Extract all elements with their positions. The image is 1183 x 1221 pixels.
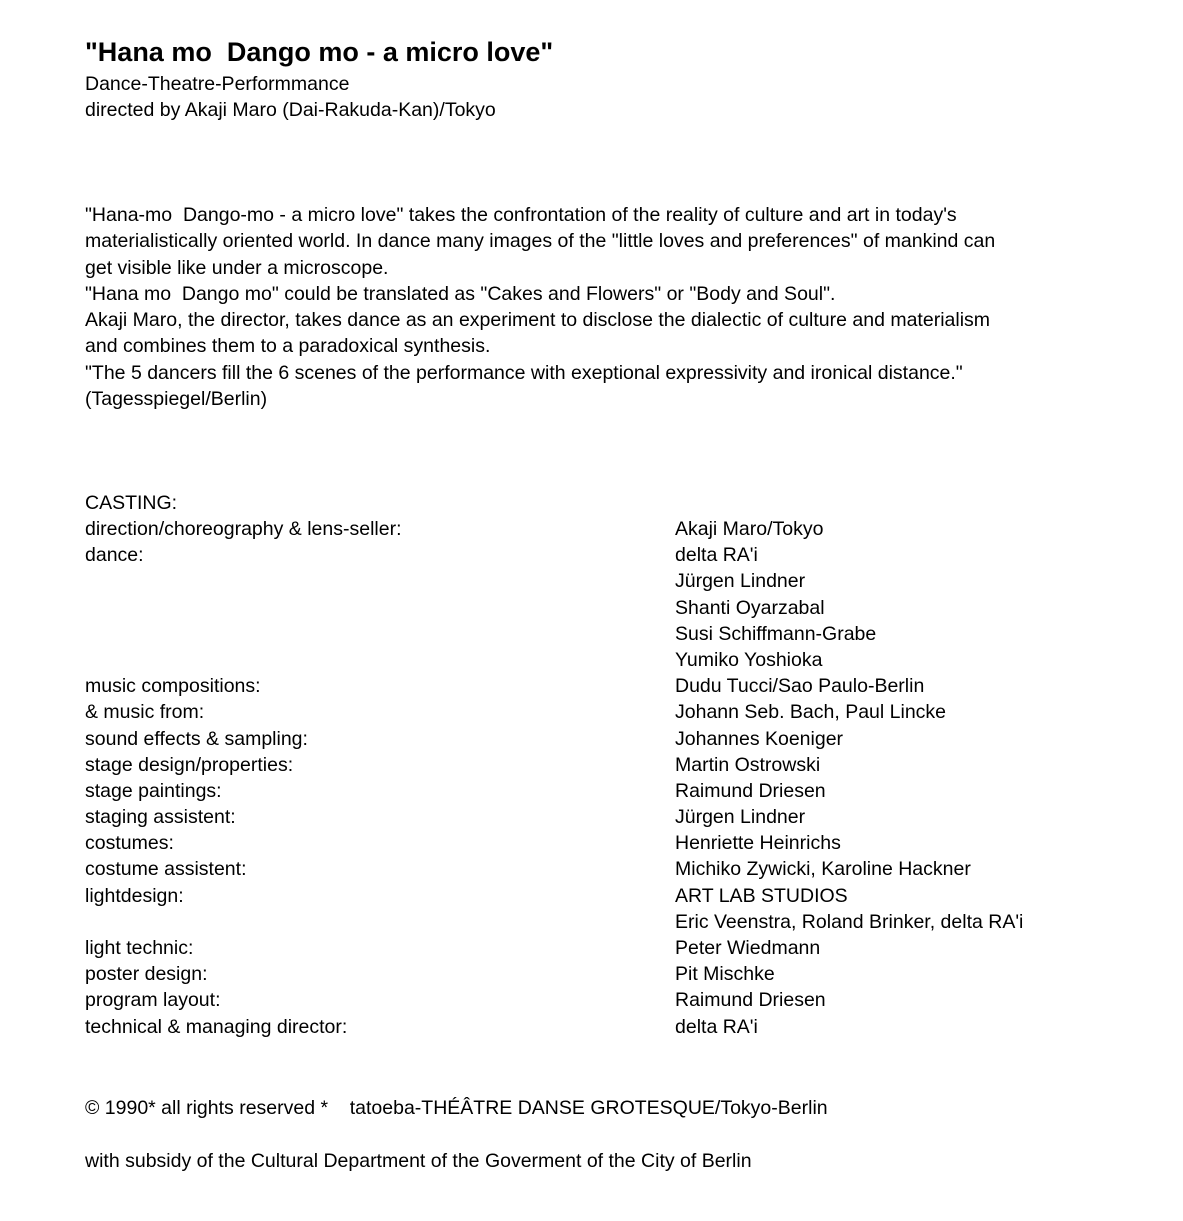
description-line: Akaji Maro, the director, takes dance as an experiment to disclose the dialectic of culture and materialism: [85, 309, 991, 332]
casting-name: delta RA'i: [675, 544, 758, 567]
casting-row: [85, 542, 1135, 568]
casting-role: [85, 595, 675, 621]
casting-row: [85, 804, 1135, 830]
copyright-line: © 1990* all rights reserved * tatoeba-THÉÂTRE DANSE GROTESQUE/Tokyo-Berlin: [85, 1097, 828, 1119]
description-block: [85, 202, 1145, 412]
casting-name: Yumiko Yoshioka: [675, 648, 823, 671]
description-line: and combines them to a paradoxical synthesis.: [85, 335, 491, 358]
casting-role: poster design:: [85, 963, 208, 986]
casting-role: [85, 621, 675, 647]
casting-name: Jürgen Lindner: [675, 806, 806, 829]
description-line: materialistically oriented world. In dance many images of the "little loves and preferences" of mankind can: [85, 230, 996, 253]
casting-role: [85, 647, 675, 673]
casting-row: [85, 1014, 1135, 1040]
casting-row: [85, 568, 1135, 594]
director-line: directed by Akaji Maro (Dai-Rakuda-Kan)/Tokyo: [85, 99, 496, 121]
casting-name: ART LAB STUDIOS: [675, 884, 848, 907]
casting-row: [85, 699, 1135, 725]
casting-role: music compositions:: [85, 675, 261, 698]
casting-name: Johannes Koeniger: [675, 727, 844, 750]
casting-name: Raimund Driesen: [675, 989, 826, 1012]
casting-row: [85, 647, 1135, 673]
casting-name: Jürgen Lindner: [675, 570, 806, 593]
casting-role: direction/choreography & lens-seller:: [85, 518, 402, 540]
description-line: "The 5 dancers fill the 6 scenes of the performance with exeptional expressivity and ironical distance.": [85, 361, 963, 384]
subsidy-line: with subsidy of the Cultural Department of the Goverment of the City of Berlin: [85, 1150, 752, 1172]
casting-row: [85, 830, 1135, 856]
casting-row: [85, 778, 1135, 804]
description-line: (Tagesspiegel/Berlin): [85, 388, 268, 411]
casting-row: [85, 987, 1135, 1013]
casting-role: technical & managing director:: [85, 1015, 348, 1038]
casting-row: [85, 883, 1135, 909]
description-line: "Hana-mo Dango-mo - a micro love" takes the confrontation of the reality of culture and art in today's: [85, 204, 957, 226]
casting-role: lightdesign:: [85, 884, 184, 907]
casting-row: [85, 621, 1135, 647]
casting-role: sound effects & sampling:: [85, 727, 308, 750]
casting-name: Martin Ostrowski: [675, 753, 821, 776]
casting-role: costumes:: [85, 832, 174, 855]
casting-role: light technic:: [85, 937, 194, 959]
casting-row: [85, 856, 1135, 882]
casting-row: [85, 595, 1135, 621]
casting-heading: CASTING:: [85, 492, 178, 514]
casting-row: [85, 961, 1135, 987]
document-subtitle: Dance-Theatre-Performmance: [85, 73, 350, 95]
casting-name: Henriette Heinrichs: [675, 832, 841, 855]
casting-role: program layout:: [85, 989, 221, 1012]
casting-role: & music from:: [85, 701, 205, 724]
casting-role: stage paintings:: [85, 779, 222, 802]
casting-row: [85, 909, 1135, 935]
casting-name: Shanti Oyarzabal: [675, 596, 825, 619]
document-title: "Hana mo Dango mo - a micro love": [85, 37, 554, 67]
casting-name: Susi Schiffmann-Grabe: [675, 622, 877, 645]
casting-name: Johann Seb. Bach, Paul Lincke: [675, 701, 947, 724]
casting-row: [85, 516, 1135, 542]
casting-row: [85, 752, 1135, 778]
casting-name: Akaji Maro/Tokyo: [675, 518, 824, 540]
casting-name: delta RA'i: [675, 1015, 758, 1038]
casting-name: Peter Wiedmann: [675, 937, 821, 959]
casting-role: staging assistent:: [85, 806, 236, 829]
description-line: get visible like under a microscope.: [85, 256, 389, 279]
casting-row: [85, 726, 1135, 752]
casting-role: costume assistent:: [85, 858, 247, 881]
casting-name: Michiko Zywicki, Karoline Hackner: [675, 858, 971, 881]
casting-name: Dudu Tucci/Sao Paulo-Berlin: [675, 675, 925, 698]
casting-role: [85, 568, 675, 594]
casting-row: [85, 673, 1135, 699]
casting-name: Eric Veenstra, Roland Brinker, delta RA'i: [675, 910, 1024, 933]
casting-name: Raimund Driesen: [675, 779, 826, 802]
description-line: "Hana mo Dango mo" could be translated as "Cakes and Flowers" or "Body and Soul".: [85, 282, 836, 305]
casting-role: dance:: [85, 544, 144, 567]
casting-role: stage design/properties:: [85, 753, 294, 776]
casting-row: [85, 935, 1135, 961]
casting-name: Pit Mischke: [675, 963, 775, 986]
casting-role: [85, 909, 675, 935]
casting-list: [85, 516, 1135, 1040]
